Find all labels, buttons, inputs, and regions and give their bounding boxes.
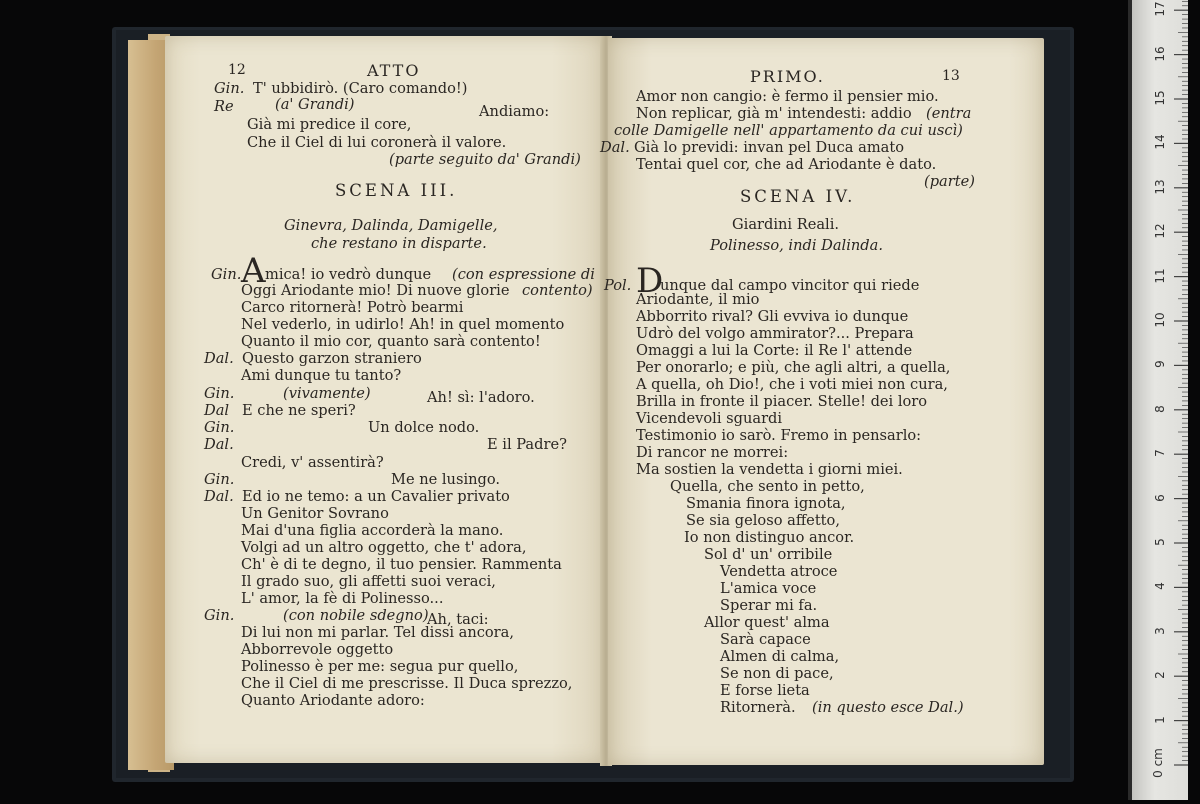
speaker-label: Dal. (204, 436, 234, 453)
verse-line: Volgi ad un altro oggetto, che t' adora, (241, 539, 527, 556)
verse-line: Un Genitor Sovrano (241, 505, 389, 522)
stage-direction: colle Damigelle nell' appartamento da cui uscì) (614, 122, 963, 139)
scene-cast-line-2: che restano in disparte. (311, 235, 487, 252)
verse-line: Polinesso è per me: segua pur quello, (241, 658, 519, 675)
measuring-ruler (1132, 0, 1188, 800)
scene-heading-left: SCENA III. (335, 181, 458, 200)
verse-line: Abborrito rival? Gli evviva io dunque (636, 308, 909, 325)
speaker-label: Gin. (204, 471, 235, 488)
verse-line: mica! io vedrò dunque (265, 266, 432, 283)
verse-line: Già mi predice il core, (247, 116, 412, 133)
ruler-number: 9 (1153, 360, 1167, 369)
speaker-label: Gin. (204, 607, 235, 624)
verse-line: Testimonio io sarò. Fremo in pensarlo: (636, 427, 922, 444)
stage-direction: (con nobile sdegno) (283, 607, 429, 624)
verse-line: Ami dunque tu tanto? (241, 367, 402, 384)
ruler-number: 14 (1153, 134, 1167, 151)
aria-line: Almen di calma, (720, 648, 840, 665)
verse-line: Che il Ciel di lui coronerà il valore. (247, 134, 507, 151)
verse-line: Brilla in fronte il piacer. Stelle! dei loro (636, 393, 928, 410)
verse-line: Oggi Ariodante mio! Di nuove glorie (241, 282, 510, 299)
ruler-number: 6 (1153, 493, 1167, 502)
aria-line: Io non distinguo ancor. (684, 529, 855, 546)
ruler-number: 13 (1153, 179, 1167, 195)
ruler-number: 16 (1153, 45, 1167, 62)
verse-line: Quanto Ariodante adoro: (241, 692, 425, 709)
verse-line: Ma sostien la vendetta i giorni miei. (636, 461, 903, 478)
verse-line: Nel vederlo, in udirlo! Ah! in quel momento (241, 316, 565, 333)
verse-line: Udrò del volgo ammirator?... Prepara (636, 325, 914, 342)
stage-direction: (vivamente) (283, 385, 371, 402)
scene-cast-right: Polinesso, indi Dalinda. (710, 237, 883, 254)
aria-line: Smania finora ignota, (686, 495, 846, 512)
verse-line: Non replicar, già m' intendesti: addio (636, 105, 912, 122)
stage-direction: (con espressione di (452, 266, 595, 283)
stage-direction: (entra (926, 105, 972, 122)
aria-line: Sarà capace (720, 631, 811, 648)
scene-heading-right: SCENA IV. (740, 187, 856, 206)
verse-line: Abborrevole oggetto (241, 641, 394, 658)
speaker-label: Dal. (600, 139, 630, 156)
ruler-number: 1 (1153, 715, 1167, 724)
page-number-right: 13 (942, 68, 960, 84)
ruler-number: 17 (1153, 1, 1167, 17)
speaker-label: Gin. (214, 80, 245, 97)
stage-direction: (parte seguito da' Grandi) (389, 151, 581, 168)
aria-line: Sol d' un' orribile (704, 546, 833, 563)
aria-line: Sperar mi fa. (720, 597, 818, 614)
aria-line: L'amica voce (720, 580, 817, 597)
speaker-label: Gin. (204, 385, 235, 402)
ruler-number: 2 (1153, 671, 1167, 680)
right-page (600, 38, 1044, 765)
page-number-left: 12 (228, 62, 246, 78)
speaker-label: Re (214, 98, 234, 115)
speaker-label: Gin. (211, 266, 242, 283)
stage-direction: (a' Grandi) (275, 96, 355, 113)
verse-line: L' amor, la fè di Polinesso... (241, 590, 444, 607)
scene-place: Giardini Reali. (732, 216, 840, 233)
verse-line: Che il Ciel di me prescrisse. Il Duca sprezzo, (241, 675, 573, 692)
speaker-label: Gin. (204, 419, 235, 436)
ruler-number: 15 (1153, 90, 1167, 106)
running-head-left: ATTO (367, 61, 421, 80)
speaker-label: Dal (204, 402, 230, 419)
ruler-unit-label: 0 cm (1151, 748, 1165, 778)
verse-line: Ah, taci: (427, 611, 489, 628)
stage-direction: (in questo esce Dal.) (812, 699, 964, 716)
verse-line: Omaggi a lui la Corte: il Re l' attende (636, 342, 913, 359)
ruler-number: 11 (1153, 267, 1167, 284)
verse-line: Ed io ne temo: a un Cavalier privato (242, 488, 510, 505)
scene-cast-line-1: Ginevra, Dalinda, Damigelle, (284, 217, 498, 234)
aria-line: E forse lieta (720, 682, 810, 699)
drop-cap: D (636, 261, 664, 301)
ruler-number: 5 (1153, 538, 1167, 546)
stage-direction: (parte) (924, 173, 975, 190)
ruler-number: 7 (1153, 449, 1167, 458)
aria-line: Quella, che sento in petto, (670, 478, 865, 495)
verse-line: Ch' è di te degno, il tuo pensier. Rammenta (241, 556, 562, 573)
verse-line: Ah! sì: l'adoro. (427, 389, 535, 406)
drop-cap: A (241, 251, 266, 291)
speaker-label: Dal. (204, 350, 234, 367)
verse-line: Me ne lusingo. (391, 471, 501, 488)
verse-line: E il Padre? (487, 436, 567, 453)
verse-line: Vicendevoli sguardi (636, 410, 783, 427)
verse-line: Già lo previdi: invan pel Duca amato (634, 139, 905, 156)
running-head-right: PRIMO. (750, 67, 825, 86)
verse-line: Mai d'una figlia accorderà la mano. (241, 522, 504, 539)
ruler-number: 10 (1153, 312, 1167, 328)
aria-line: Se non di pace, (720, 665, 834, 682)
verse-line: Un dolce nodo. (368, 419, 480, 436)
speaker-label: Dal. (204, 488, 234, 505)
stage-direction: contento) (522, 282, 593, 299)
verse-line: Andiamo: (479, 103, 550, 120)
aria-line: Se sia geloso affetto, (686, 512, 840, 529)
verse-line: Tentai quel cor, che ad Ariodante è dato. (636, 156, 937, 173)
aria-line: Allor quest' alma (704, 614, 830, 631)
ruler-number: 8 (1153, 404, 1167, 413)
verse-line: Il grado suo, gli affetti suoi veraci, (241, 573, 496, 590)
speaker-label: Pol. (604, 277, 632, 294)
verse-line: Per onorarlo; e più, che agli altri, a quella, (636, 359, 951, 376)
verse-line: Carco ritornerà! Potrò bearmi (241, 299, 464, 316)
verse-line: Di lui non mi parlar. Tel dissi ancora, (241, 624, 514, 641)
verse-line: Ariodante, il mio (636, 291, 760, 308)
verse-line: Credi, v' assentirà? (241, 454, 384, 471)
ruler-number: 3 (1153, 626, 1167, 635)
verse-line: T' ubbidirò. (Caro comando!) (253, 80, 468, 97)
verse-line: A quella, oh Dio!, che i voti miei non cura, (636, 376, 948, 393)
verse-line: Amor non cangio: è fermo il pensier mio. (636, 88, 939, 105)
verse-line: E che ne speri? (242, 402, 356, 419)
ruler-number: 12 (1153, 223, 1167, 239)
left-page (165, 36, 605, 763)
verse-line: Di rancor ne morrei: (636, 444, 789, 461)
verse-line: Questo garzon straniero (242, 350, 422, 367)
verse-line: Quanto il mio cor, quanto sarà contento! (241, 333, 541, 350)
aria-line: Vendetta atroce (720, 563, 838, 580)
ruler-number: 4 (1153, 582, 1167, 591)
aria-line: Ritornerà. (720, 699, 796, 716)
verse-line: unque dal campo vincitor qui riede (660, 277, 920, 294)
